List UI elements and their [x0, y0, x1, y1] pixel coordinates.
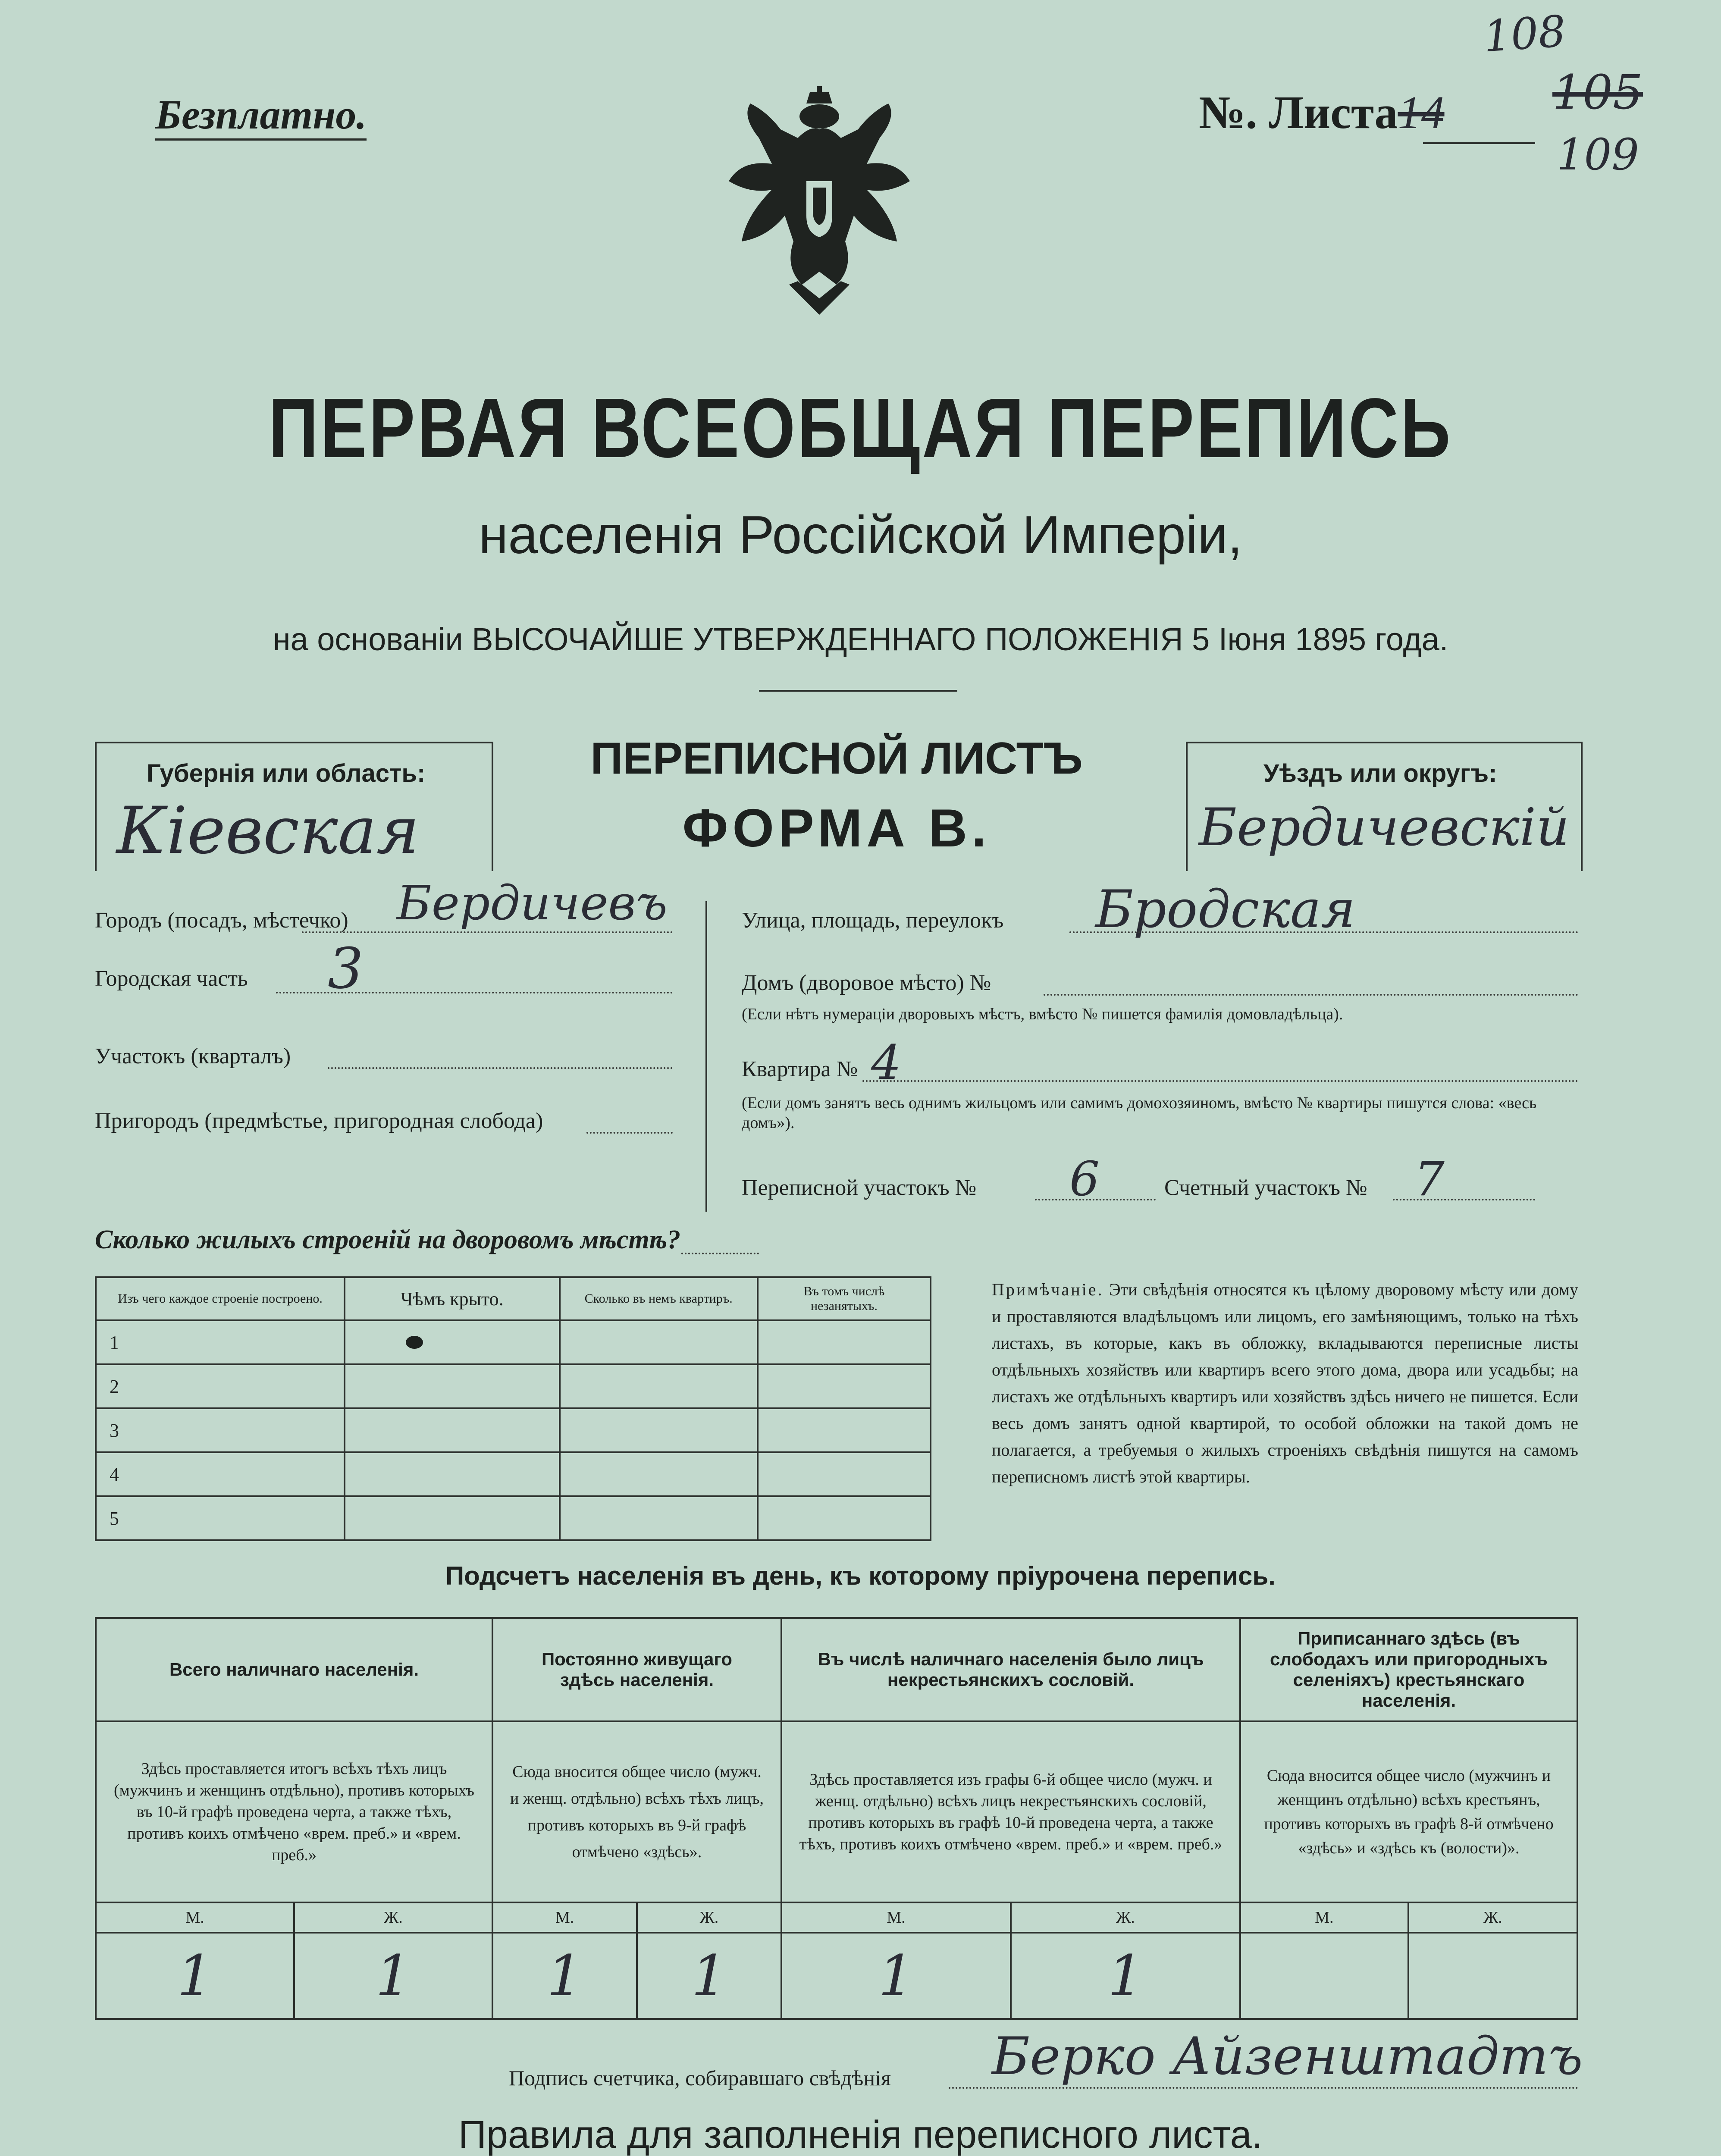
uezd-label: Уѣздъ или округъ: — [1263, 759, 1497, 787]
apt-label: Квартира № — [742, 1057, 858, 1081]
roof-cell — [345, 1408, 559, 1452]
uezd-value: Бердичевскій — [1199, 798, 1570, 858]
count-area-label: Счетный участокъ № — [1164, 1175, 1367, 1200]
house-line — [1044, 994, 1578, 996]
signature-value: Берко Айзенштадтъ — [992, 2027, 1583, 2087]
count-area-line — [1393, 1199, 1535, 1200]
f-label: Ж. — [1408, 1902, 1577, 1933]
gubernia-value: Кіевская — [116, 793, 420, 868]
rules-heading: Правила для заполненія переписного листа. — [458, 2113, 1263, 2156]
signature-label: Подпись счетчика, собиравшаго свѣдѣнія — [509, 2066, 891, 2090]
m-label: М. — [781, 1902, 1011, 1933]
band-right-divider — [1186, 742, 1188, 871]
pop-col-3-desc: Здѣсь проставляется изъ графы 6-й общее число (мужч. и женщ. отдѣльно) всѣхъ лицъ некрестьянскихъ сословій, противъ которыхъ въ графѣ 10-й проведена черта, а также тѣхъ, противъ коихъ отмѣчено «врем. преб.» и «врем. преб.» — [781, 1721, 1240, 1902]
pop-col-2-m: 1 — [492, 1933, 637, 2019]
buildings-col-vacant-label: Въ томъ числѣ незанятыхъ. — [803, 1284, 885, 1313]
band-right-bracket — [1581, 742, 1583, 871]
table-row — [96, 1408, 931, 1452]
part-value: 3 — [328, 936, 364, 1001]
pop-col-1-m: 1 — [96, 1933, 294, 2019]
buildings-col-material — [96, 1277, 345, 1320]
subtitle: населенія Россійской Имперіи, — [478, 505, 1243, 565]
apts-cell — [560, 1452, 758, 1496]
gubernia-label: Губернія или область: — [147, 759, 426, 787]
table-row — [96, 1364, 931, 1408]
row-number: 5 — [96, 1496, 345, 1540]
prigorod-line — [586, 1132, 673, 1134]
row-number: 3 — [96, 1408, 345, 1452]
buildings-col-apts — [560, 1277, 758, 1320]
pop-col-3-title: Въ числѣ наличнаго населенія было лицъ некрестьянскихъ сословій. — [781, 1618, 1240, 1721]
house-label: Домъ (дворовое мѣсто) № — [742, 971, 991, 995]
pop-col-1-title: Всего наличнаго населенія. — [96, 1618, 492, 1721]
vacant-cell — [758, 1364, 931, 1408]
basis-line: на основаніи ВЫСОЧАЙШЕ УТВЕРЖДЕННАГО ПОЛОЖЕНІЯ 5 Іюня 1895 года. — [273, 621, 1448, 657]
pop-col-1-desc: Здѣсь проставляется итогъ всѣхъ тѣхъ лицъ (мужчинъ и женщинъ отдѣльно), противъ которыхъ въ 10-й графѣ проведена черта, а также тѣхъ, противъ коихъ отмѣчено «врем. преб.» и «врем. преб.» — [96, 1721, 492, 1902]
street-line — [1069, 931, 1578, 933]
vacant-cell — [758, 1452, 931, 1496]
vacant-cell — [758, 1320, 931, 1364]
ink-blot — [406, 1336, 423, 1349]
row-number: 1 — [96, 1320, 345, 1364]
pop-col-2-title: Постоянно живущаго здѣсь населенія. — [492, 1618, 781, 1721]
vacant-cell — [758, 1496, 931, 1540]
buildings-note-text: Эти свѣдѣнія относятся къ цѣлому дворовому мѣсту или дому и проставляются владѣльцомъ или лицомъ, его замѣняющимъ, только на тѣхъ листахъ, въ которые, какъ въ обложку, вкладываются переписные листы отдѣльныхъ хозяйствъ или квартиръ всего этого дома, двора или усадьбы; на листахъ же отдѣльныхъ квартиръ или хозяйствъ здѣсь ничего не пишется. Если весь домъ занятъ одной квартирой, то особой обложки на такой домъ не полагается, а требуемыя о жилыхъ строеніяхъ свѣдѣнія пишутся на самомъ переписномъ листѣ этой квартиры. — [992, 1280, 1578, 1486]
city-line — [302, 931, 673, 933]
part-label: Городская часть — [95, 966, 248, 991]
apt-note: (Если домъ занятъ весь однимъ жильцомъ или самимъ домохозяиномъ, вмѣсто № квартиры пишутся слова: «весь домъ»). — [742, 1094, 1537, 1132]
form-name: ПЕРЕПИСНОЙ ЛИСТЪ — [590, 733, 1083, 783]
pop-col-2-f: 1 — [637, 1933, 781, 2019]
free-label: Безплатно. — [155, 91, 367, 141]
table-row — [96, 1320, 931, 1364]
roof-cell — [345, 1496, 559, 1540]
uchastok-line — [328, 1067, 673, 1069]
street-value: Бродская — [1095, 880, 1356, 940]
roof-cell — [345, 1364, 559, 1408]
band-top-left — [95, 742, 492, 743]
pop-col-4-f — [1408, 1933, 1577, 2019]
pop-col-4-desc: Сюда вносится общее число (мужчинъ и женщинъ отдѣльно) всѣхъ крестьянъ, противъ которыхъ въ графѣ 8-й отмѣчено «здѣсь» и «здѣсь къ (волости)». — [1240, 1721, 1577, 1902]
city-label: Городъ (посадъ, мѣстечко) — [95, 908, 348, 933]
sheet-number — [1199, 86, 1445, 140]
f-label: Ж. — [637, 1902, 781, 1933]
apts-cell — [560, 1496, 758, 1540]
census-area-value: 6 — [1069, 1151, 1100, 1206]
band-left-bracket — [95, 742, 97, 871]
pop-col-4-title: Приписаннаго здѣсь (въ слободахъ или пригородныхъ селеніяхъ) крестьянскаго населенія. — [1240, 1618, 1577, 1721]
m-label: М. — [1240, 1902, 1408, 1933]
signature-line — [949, 2087, 1578, 2089]
house-note: (Если нѣтъ нумераціи дворовыхъ мѣстъ, вмѣсто № пишется фамилія домовладѣльца). — [742, 1005, 1343, 1023]
vacant-cell — [758, 1408, 931, 1452]
address-divider — [705, 901, 707, 1212]
imperial-emblem — [724, 86, 914, 319]
uchastok-label: Участокъ (кварталъ) — [95, 1044, 291, 1069]
apt-value: 4 — [871, 1035, 901, 1090]
population-table — [95, 1617, 1578, 2020]
band-top-right — [1186, 742, 1583, 743]
corner-note-2: 105 — [1552, 65, 1643, 120]
row-number: 4 — [96, 1452, 345, 1496]
sheet-number-underline — [1423, 142, 1535, 144]
f-label: Ж. — [1011, 1902, 1240, 1933]
buildings-question-line — [681, 1253, 759, 1254]
double-headed-eagle-icon — [724, 86, 914, 319]
pop-col-2-desc: Сюда вносится общее число (мужч. и женщ. отдѣльно) всѣхъ тѣхъ лицъ, противъ которыхъ въ 9-й графѣ отмѣчено «здѣсь». — [492, 1721, 781, 1902]
census-area-line — [1035, 1199, 1156, 1200]
title-divider — [759, 690, 957, 692]
pop-col-3-f: 1 — [1011, 1933, 1240, 2019]
buildings-col-vacant — [758, 1277, 931, 1320]
table-row — [96, 1496, 931, 1540]
row-number: 2 — [96, 1364, 345, 1408]
table-row — [96, 1452, 931, 1496]
apt-line — [862, 1080, 1578, 1082]
sheet-number-label: №. Листа — [1199, 87, 1398, 138]
buildings-table — [95, 1276, 931, 1541]
apts-cell — [560, 1364, 758, 1408]
buildings-note — [992, 1276, 1578, 1490]
buildings-col-material-label: Изъ чего каждое строеніе построено. — [118, 1291, 323, 1306]
part-line — [276, 992, 673, 993]
population-heading: Подсчетъ населенія въ день, къ которому пріурочена перепись. — [445, 1561, 1276, 1590]
pop-col-1-f: 1 — [294, 1933, 492, 2019]
pop-col-3-m: 1 — [781, 1933, 1011, 2019]
main-title: ПЕРВАЯ ВСЕОБЩАЯ ПЕРЕПИСЬ — [268, 381, 1453, 475]
buildings-question: Сколько жилыхъ строеній на дворовомъ мѣстѣ? — [95, 1225, 681, 1254]
count-area-value: 7 — [1414, 1151, 1445, 1206]
corner-note-1: 108 — [1482, 6, 1567, 62]
corner-note-3: 109 — [1557, 129, 1639, 180]
apts-cell — [560, 1408, 758, 1452]
census-area-label: Переписной участокъ № — [742, 1175, 977, 1200]
buildings-note-title: Примѣчаніе. — [992, 1280, 1104, 1299]
prigorod-label: Пригородъ (предмѣстье, пригородная слобода) — [95, 1109, 543, 1133]
apts-cell — [560, 1320, 758, 1364]
buildings-col-apts-label: Сколько въ немъ квартиръ. — [584, 1291, 733, 1306]
sheet-number-value: 14 — [1398, 87, 1445, 138]
roof-cell — [345, 1452, 559, 1496]
city-value: Бердичевъ — [397, 875, 668, 931]
buildings-col-roof: Чѣмъ крыто. — [345, 1277, 559, 1320]
pop-col-4-m — [1240, 1933, 1408, 2019]
street-label: Улица, площадь, переулокъ — [742, 908, 1004, 933]
form-type: ФОРМА В. — [682, 799, 991, 858]
m-label: М. — [492, 1902, 637, 1933]
f-label: Ж. — [294, 1902, 492, 1933]
m-label: М. — [96, 1902, 294, 1933]
roof-cell — [345, 1320, 559, 1364]
